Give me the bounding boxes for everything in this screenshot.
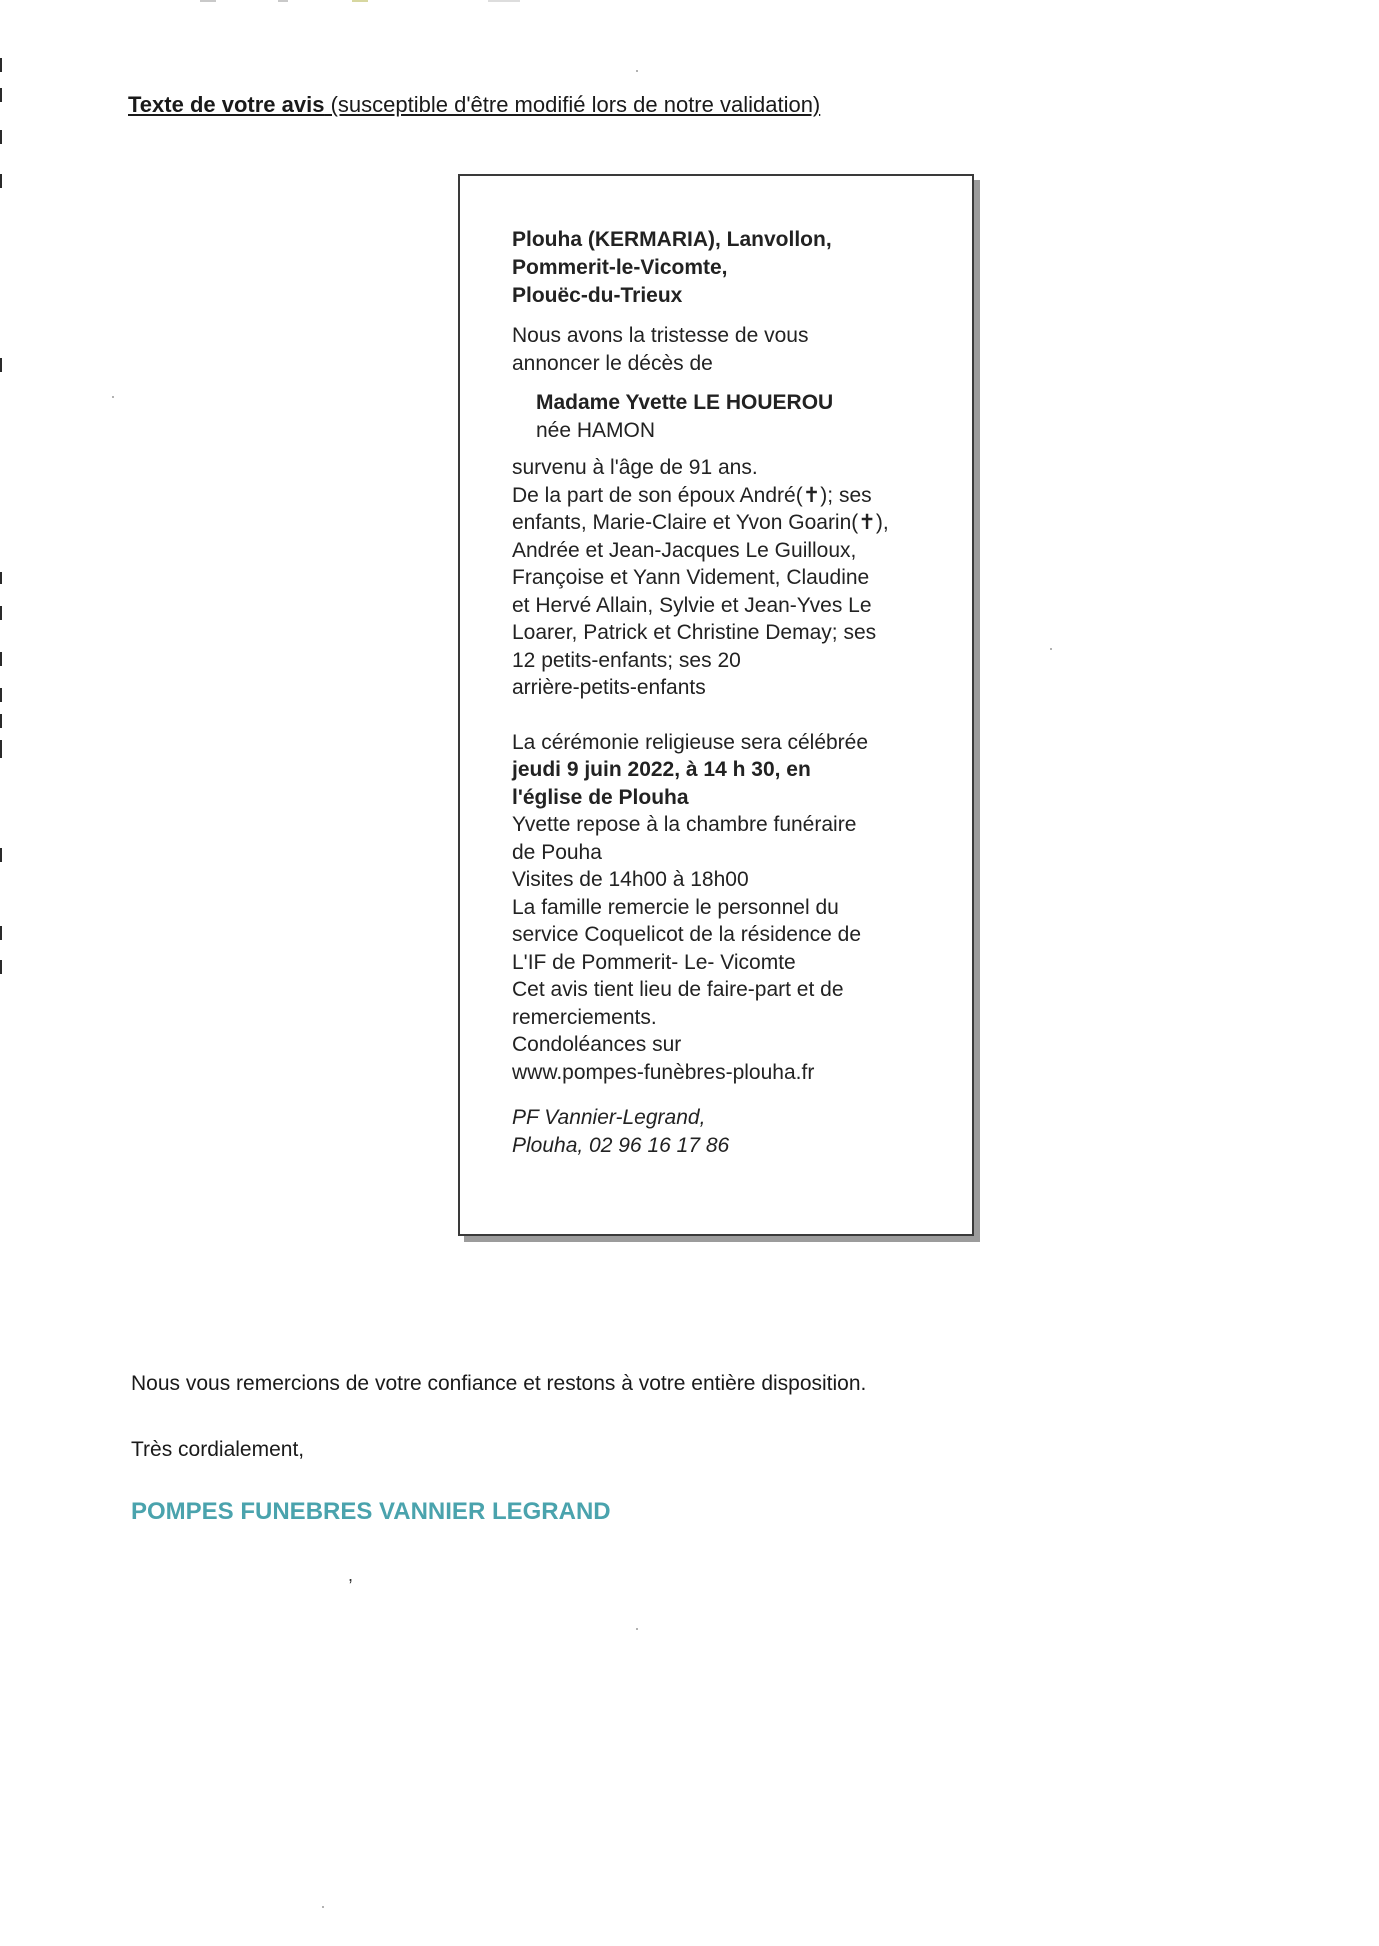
signature-line: PF Vannier-Legrand, bbox=[512, 1106, 706, 1129]
notice-detail-line: Cet avis tient lieu de faire-part et de bbox=[512, 978, 844, 1001]
ceremony-date: jeudi 9 juin 2022, à 14 h 30, en bbox=[512, 758, 811, 781]
deceased-maiden-name: née HAMON bbox=[536, 418, 656, 442]
scan-mark bbox=[0, 926, 2, 940]
notice-detail-line: Condoléances sur bbox=[512, 1033, 682, 1056]
scan-mark bbox=[0, 688, 2, 702]
obituary-notice-content bbox=[512, 226, 932, 1159]
obituary-notice-box bbox=[458, 174, 974, 1236]
notice-detail-line: L'IF de Pommerit- Le- Vicomte bbox=[512, 950, 796, 974]
scan-mark bbox=[0, 740, 2, 758]
condolences-url: www.pompes-funèbres-plouha.fr bbox=[512, 1060, 815, 1084]
deceased-name-block bbox=[512, 389, 932, 444]
closing-thanks: Nous vous remercions de votre confiance et restons à votre entière disposition. bbox=[131, 1372, 867, 1395]
scan-mark bbox=[0, 572, 2, 584]
notice-family-line: Françoise et Yann Videment, Claudine bbox=[512, 566, 870, 589]
notice-detail-line: service Coquelicot de la résidence de bbox=[512, 923, 862, 946]
closing-regards: Très cordialement, bbox=[131, 1438, 305, 1461]
notice-detail-line: Yvette repose à la chambre funéraire bbox=[512, 813, 857, 836]
notice-detail-line: de Pouha bbox=[512, 840, 602, 864]
notice-age-line: survenu à l'âge de 91 ans. bbox=[512, 456, 758, 479]
scan-mark bbox=[488, 0, 520, 2]
scan-mark bbox=[0, 848, 2, 862]
scan-mark bbox=[0, 358, 2, 372]
notice-places bbox=[512, 226, 932, 310]
scan-speck bbox=[112, 396, 114, 398]
notice-heading bbox=[128, 92, 820, 118]
notice-intro-line: Nous avons la tristesse de vous bbox=[512, 324, 809, 347]
notice-heading-note: (susceptible d'être modifié lors de notre validation) bbox=[324, 92, 821, 117]
notice-place-line: Pommerit-le-Vicomte, bbox=[512, 256, 728, 279]
notice-place-line: Plouëc-du-Trieux bbox=[512, 284, 683, 307]
notice-family-line: arrière-petits-enfants bbox=[512, 676, 706, 699]
scan-speck bbox=[636, 1628, 638, 1630]
notice-place-line: Plouha (KERMARIA), Lanvollon, bbox=[512, 228, 832, 251]
notice-family-line: et Hervé Allain, Sylvie et Jean-Yves Le bbox=[512, 593, 872, 617]
notice-detail-line: La famille remercie le personnel du bbox=[512, 895, 839, 919]
notice-family bbox=[512, 454, 932, 702]
ceremony-intro: La cérémonie religieuse sera célébrée bbox=[512, 730, 869, 754]
scan-speck bbox=[636, 70, 638, 72]
company-name: POMPES FUNEBRES VANNIER LEGRAND bbox=[131, 1498, 611, 1525]
notice-family-line: Andrée et Jean-Jacques Le Guilloux, bbox=[512, 538, 857, 562]
notice-family-line: 12 petits-enfants; ses 20 bbox=[512, 648, 741, 672]
scan-speck bbox=[322, 1906, 324, 1908]
ceremony-place: l'église de Plouha bbox=[512, 785, 689, 809]
notice-ceremony bbox=[512, 729, 932, 1087]
scan-mark bbox=[0, 174, 2, 188]
scan-mark bbox=[0, 58, 2, 72]
scan-comma-mark: , bbox=[348, 1565, 354, 1585]
scan-mark bbox=[0, 88, 2, 102]
scan-speck bbox=[1050, 648, 1052, 650]
notice-family-line: De la part de son époux André(✝); ses bbox=[512, 483, 872, 507]
scan-mark bbox=[200, 0, 216, 2]
notice-detail-line: remerciements. bbox=[512, 1005, 657, 1029]
scan-mark bbox=[278, 0, 288, 2]
scan-mark bbox=[0, 714, 2, 728]
notice-family-line: Loarer, Patrick et Christine Demay; ses bbox=[512, 621, 877, 644]
deceased-name: Madame Yvette LE HOUEROU bbox=[536, 391, 834, 414]
notice-heading-title: Texte de votre avis bbox=[128, 92, 325, 117]
signature-line: Plouha, 02 96 16 17 86 bbox=[512, 1133, 730, 1157]
scan-mark bbox=[0, 606, 2, 620]
scan-mark bbox=[0, 960, 2, 974]
scan-mark bbox=[0, 130, 2, 144]
notice-intro bbox=[512, 322, 932, 377]
notice-family-line: enfants, Marie-Claire et Yvon Goarin(✝), bbox=[512, 511, 889, 534]
scan-mark bbox=[0, 652, 2, 666]
notice-detail-line: Visites de 14h00 à 18h00 bbox=[512, 868, 749, 891]
notice-intro-line: annoncer le décès de bbox=[512, 351, 713, 375]
scan-mark bbox=[352, 0, 368, 2]
notice-signature bbox=[512, 1104, 932, 1159]
